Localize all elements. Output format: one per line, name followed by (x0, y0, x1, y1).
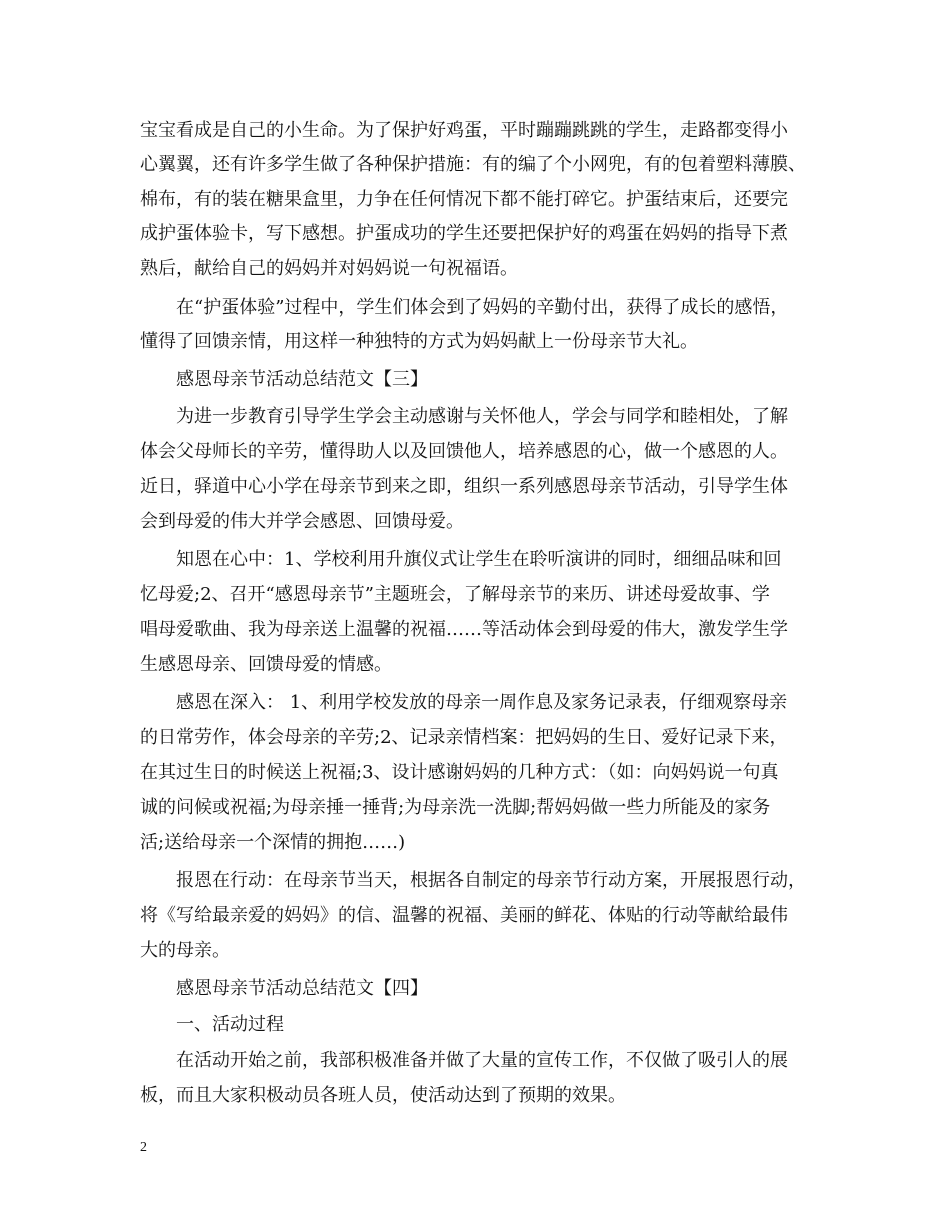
text-line-2: 心翼翼，还有许多学生做了各种保护措施：有的编了个小网兜，有的包着塑料薄膜、 (140, 154, 806, 175)
text-line-6: 在“护蛋体验”过程中，学生们体会到了妈妈的辛勤付出，获得了成长的感悟， (176, 297, 789, 318)
text-line-4: 成护蛋体验卡，写下感想。护蛋成功的学生还要把保护好的鸡蛋在妈妈的指导下煮 (140, 223, 788, 244)
text-line-3: 棉布，有的装在糖果盒里，力争在任何情况下都不能打碎它。护蛋结束后，还要完 (140, 189, 788, 210)
text-line-14: 忆母爱;2、召开“感恩母亲节”主题班会，了解母亲节的来历、讲述母爱故事、学 (140, 584, 770, 605)
text-line-9: 为进一步教育引导学生学会主动感谢与关怀他人，学会与同学和睦相处，了解 (176, 406, 788, 427)
text-line-1: 宝宝看成是自己的小生命。为了保护好鸡蛋，平时蹦蹦跳跳的学生，走路都变得小 (140, 120, 788, 141)
text-line-18: 的日常劳作，体会母亲的辛劳;2、记录亲情档案：把妈妈的生日、爱好记录下来， (140, 727, 788, 748)
text-line-5: 熟后，献给自己的妈妈并对妈妈说一句祝福语。 (140, 258, 518, 279)
page-number: 2 (140, 1140, 147, 1155)
text-line-27: 在活动开始之前，我部积极准备并做了大量的宣传工作，不仅做了吸引人的展 (176, 1050, 788, 1071)
text-line-15: 唱母爱歌曲、我为母亲送上温馨的祝福……等活动体会到母爱的伟大，激发学生学 (140, 619, 788, 640)
text-line-13: 知恩在心中：1、学校利用升旗仪式让学生在聆听演讲的同时，细细品味和回 (176, 549, 782, 570)
text-line-7: 懂得了回馈亲情，用这样一种独特的方式为妈妈献上一份母亲节大礼。 (140, 331, 698, 352)
text-line-17: 感恩在深入： 1、利用学校发放的母亲一周作息及家务记录表，仔细观察母亲 (176, 692, 788, 713)
subheading-activity-process: 一、活动过程 (176, 1014, 284, 1035)
text-line-11: 近日，驿道中心小学在母亲节到来之即，组织一系列感恩母亲节活动，引导学生体 (140, 476, 788, 497)
section-heading-4: 感恩母亲节活动总结范文【四】 (176, 978, 428, 999)
text-line-23: 将《写给最亲爱的妈妈》的信、温馨的祝福、美丽的鲜花、体贴的行动等献给最伟 (140, 905, 788, 926)
text-line-10: 体会父母师长的辛劳，懂得助人以及回馈他人，培养感恩的心，做一个感恩的人。 (140, 441, 788, 462)
text-line-22: 报恩在行动：在母亲节当天，根据各自制定的母亲节行动方案，开展报恩行动， (176, 870, 806, 891)
section-heading-3: 感恩母亲节活动总结范文【三】 (176, 369, 428, 390)
text-line-24: 大的母亲。 (140, 940, 230, 961)
text-line-12: 会到母爱的伟大并学会感恩、回馈母爱。 (140, 511, 464, 532)
text-line-21: 活;送给母亲一个深情的拥抱……) (140, 832, 406, 853)
text-line-16: 生感恩母亲、回馈母爱的情感。 (140, 654, 392, 675)
text-line-28: 板，而且大家积极动员各班人员，使活动达到了预期的效果。 (140, 1085, 626, 1106)
text-line-19: 在其过生日的时候送上祝福;3、设计感谢妈妈的几种方式：（如：向妈妈说一句真 (140, 762, 779, 783)
text-line-20: 诚的问候或祝福;为母亲捶一捶背;为母亲洗一洗脚;帮妈妈做一些力所能及的家务 (140, 797, 771, 818)
